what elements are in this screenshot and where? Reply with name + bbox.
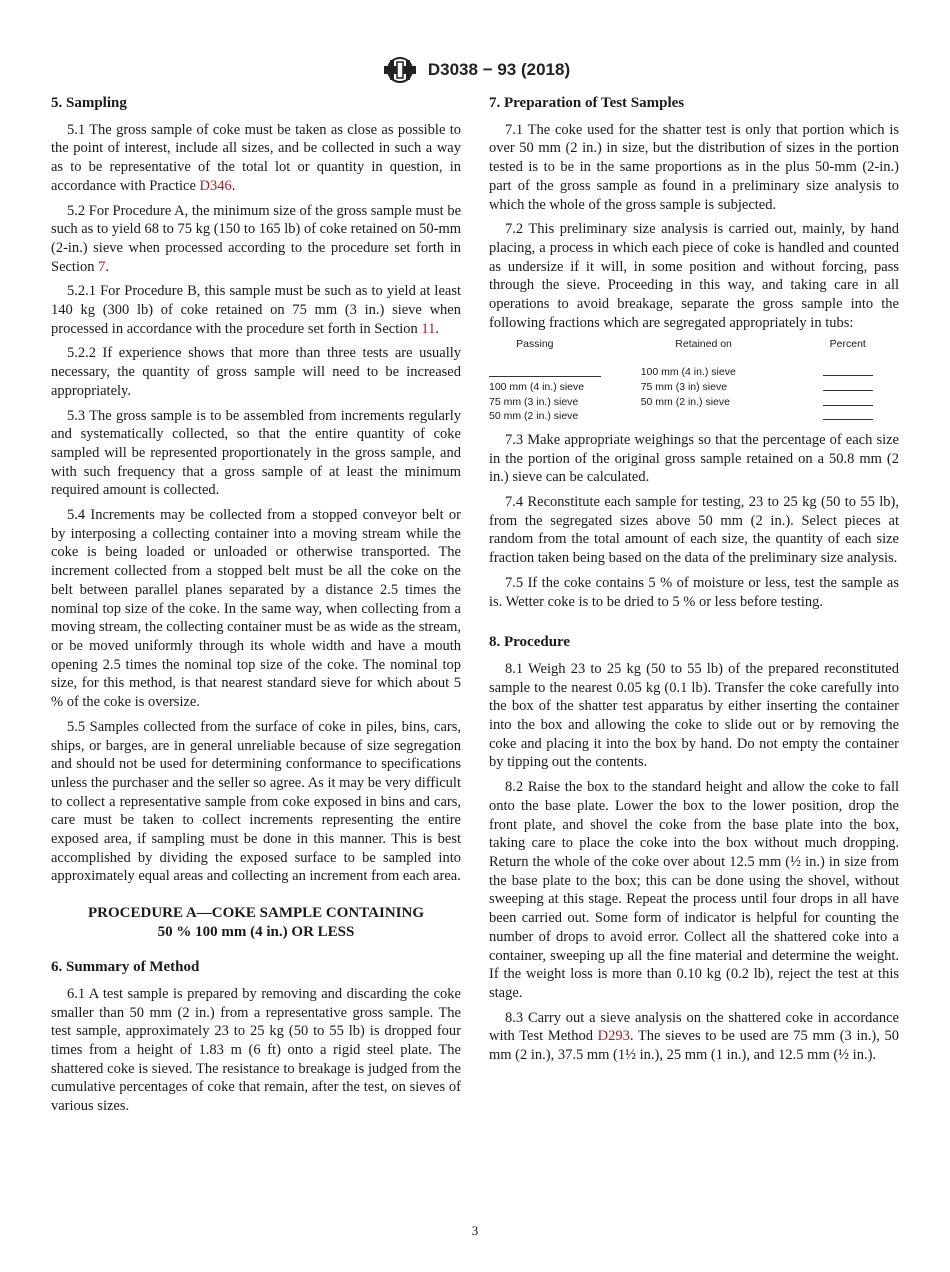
paragraph-5-2-1: 5.2.1 For Procedure B, this sample must be such as to yield at least 140 kg (300 lb) of coke retained on 75 mm (3 in.) sieve when processed in accordance with the procedure set forth in Section 11. <box>51 283 461 337</box>
section-8-heading: 8. Procedure <box>489 634 571 651</box>
paragraph-5-4: 5.4 Increments may be collected from a stopped conveyor belt or by interposing a collecting container into a moving stream while the coke is being loaded or unloaded or otherwise transported. The increment collected from a stopped belt must be all the coke on the belt between parallel planes separated by a distance 2.5 times the nominal top size of the coke. In the same way, when collecting from a moving stream, the collecting container must be as wide as the stream, or be moved uniformly through its whole width and have a mouth opening 2.5 times the nominal top size of the coke. The nominal top size, for this method, is that nearest standard sieve for which about 5 % of the coke is oversize. <box>51 507 461 711</box>
page-number: 3 <box>471 1223 479 1238</box>
paragraph-7-1: 7.1 The coke used for the shatter test is only that portion which is over 50 mm (2 in.) in size, but the distribution of sizes in the portion tested is to be in the same proportions as in the plus 50-mm (2-in.) part of the gross sample as found in a preliminary size analysis to which the whole of the gross sample is subjected. <box>489 121 899 213</box>
section-7-heading: 7. Preparation of Test Samples <box>489 95 685 111</box>
table-cell-retained: 50 mm (2 in.) sieve <box>640 395 730 408</box>
paragraph-7-3: 7.3 Make appropriate weighings so that the percentage of each size in the portion of the original gross sample retained on a 50.8 mm (2 in.) sieve can be calculated. <box>489 431 899 486</box>
paragraph-7-4: 7.4 Reconstitute each sample for testing, 23 to 25 kg (50 to 55 lb), from the segregated sizes above 50 mm (2 in.). Select pieces at random from the total amount of each size, the quantity of each size fraction taken being based on the data of the preliminary size analysis. <box>489 494 899 567</box>
table-cell-retained <box>641 410 797 425</box>
table-row <box>489 366 899 382</box>
paragraph-8-2: 8.2 Raise the box to the standard height and allow the coke to fall onto the base plate. Lower the box to the lower position, drop the front plate, and shovel the coke from the base plate into the box, taking care to place the coke into the box without much dropping. Return the whole of the coke over about 12.5 mm (½ in.) in size from the base plate to the box; this can be done using the shovel, without sweeping at this stage. Repeat the process until four drops in all have been carried out. Some form of indicator is helpful for counting the number of drops to avoid error. Collect all the shattered coke into a container, sweeping up all the fine material and determine the weight. If the weight loss is more than 0.10 kg (0.2 lb), reject the test at this stage. <box>489 779 899 1001</box>
ref-link-section-11[interactable]: 11 <box>421 320 436 337</box>
paragraph-8-3: 8.3 Carry out a sieve analysis on the shattered coke in accordance with Test Method D293. The sieves to be used are 75 mm (3 in.), 50 mm (2 in.), 37.5 mm (1½ in.), 25 mm (1 in.), and 12.5 mm (½ in.). <box>489 1009 900 1064</box>
ref-link-d293[interactable]: D293 <box>597 1028 630 1045</box>
table-cell-passing: 75 mm (3 in.) sieve <box>489 395 579 408</box>
paragraph-8-1: 8.1 Weigh 23 to 25 kg (50 to 55 lb) of the prepared reconstituted sample to the nearest 0.05 kg (0.1 lb). Transfer the coke carefully into the box of the shatter test apparatus by either inserting the container into the box and allowing the coke to slide out or by removing the coke and placing it into the box by hand. Do not empty the container by tipping out the contents. <box>489 660 899 771</box>
percent-blank-line <box>823 366 873 376</box>
table-cell-passing: 50 mm (2 in.) sieve <box>489 410 579 423</box>
table-header-passing: Passing <box>516 338 554 351</box>
left-column <box>51 94 461 1122</box>
table-cell-retained: 75 mm (3 in) sieve <box>640 381 728 394</box>
paragraph-5-2: 5.2 For Procedure A, the minimum size of the gross sample must be such as to yield 68 to 75 kg (150 to 165 lb) of coke retained on 50-mm (2-in.) sieve when processed according to the procedure set forth in Section 7. <box>51 202 461 275</box>
table-row <box>489 410 899 425</box>
paragraph-7-2: 7.2 This preliminary size analysis is carried out, mainly, by hand placing, a process in which each piece of coke is handled and counted as undersize if it will, in some position and without forcing, pass through the sieve. Proceeding in this way, and taking care in all operations to avoid breakage, separate the gross sample into the following fractions which are segregated appropriately in tubs: <box>489 221 899 331</box>
percent-blank-line <box>823 381 873 391</box>
astm-logo-icon <box>380 56 420 84</box>
paragraph-7-5: 7.5 If the coke contains 5 % of moisture or less, test the sample as is. Wetter coke is to be dried to 5 % or less before testing. <box>489 574 899 610</box>
percent-blank-line <box>823 396 873 406</box>
procedure-a-title: PROCEDURE A—COKE SAMPLE CONTAINING 50 % 100 mm (4 in.) OR LESS <box>88 905 424 941</box>
paragraph-5-2-2: 5.2.2 If experience shows that more than three tests are usually necessary, the quantity of gross sample will need to be increased appropriately. <box>51 345 461 399</box>
paragraph-5-1: 5.1 The gross sample of coke must be taken as close as possible to the point of interest, include all sizes, and be collected in such a way as to be representative of the total lot or quantity in question, in accordance with Practice D346. <box>51 121 461 194</box>
section-5-heading: 5. Sampling <box>51 95 127 111</box>
table-row <box>489 396 899 411</box>
paragraph-6-1: 6.1 A test sample is prepared by removing and discarding the coke smaller than 50 mm (2 in.) from a representative gross sample. The test sample, approximately 23 to 25 kg (50 to 55 lb) is dropped four times from a height of 1.83 m (6 ft) onto a rigid steel plate. The shattered coke is sieved. The resistance to breakage is judged from the cumulative percentages of coke that remain, after the test, on sieves of various sizes. <box>51 985 461 1115</box>
document-designation: D3038 − 93 (2018) <box>427 60 571 79</box>
table-row <box>489 381 899 396</box>
table-header-percent: Percent <box>829 338 866 351</box>
paragraph-5-5: 5.5 Samples collected from the surface of coke in piles, bins, cars, ships, or barges, are in general unreliable because of size segregation and should not be used for determining conformance to specifications unless the purchaser and the seller so agree. As it may be very difficult to collect a representative sample from coke exposed in bins and cars, care must be taken to collect increments representing the entire exposed area, if sampling must be done in this manner. This is best accomplished by dividing the exposed surface to be sampled into approximately equal areas and collecting an increment from each area. <box>51 718 461 885</box>
table-header-retained: Retained on <box>675 338 732 351</box>
table-cell-retained: 100 mm (4 in.) sieve <box>640 365 736 378</box>
table-cell-passing: 100 mm (4 in.) sieve <box>489 381 585 394</box>
paragraph-5-3: 5.3 The gross sample is to be assembled from increments regularly and systematically collected, so that the entire quantity of coke sampled will be represented proportionately in the gross sample, and with such frequency that a gross sample of at least the minimum required amount is collected. <box>51 407 461 499</box>
blank-passing-line <box>489 366 601 377</box>
section-6-heading: 6. Summary of Method <box>51 959 200 976</box>
ref-link-section-7[interactable]: 7 <box>98 258 106 275</box>
percent-blank-line <box>823 410 873 420</box>
sieve-fractions-table <box>489 338 899 425</box>
right-column <box>489 94 899 1071</box>
ref-link-d346[interactable]: D346 <box>199 177 232 194</box>
page-header <box>0 56 950 84</box>
